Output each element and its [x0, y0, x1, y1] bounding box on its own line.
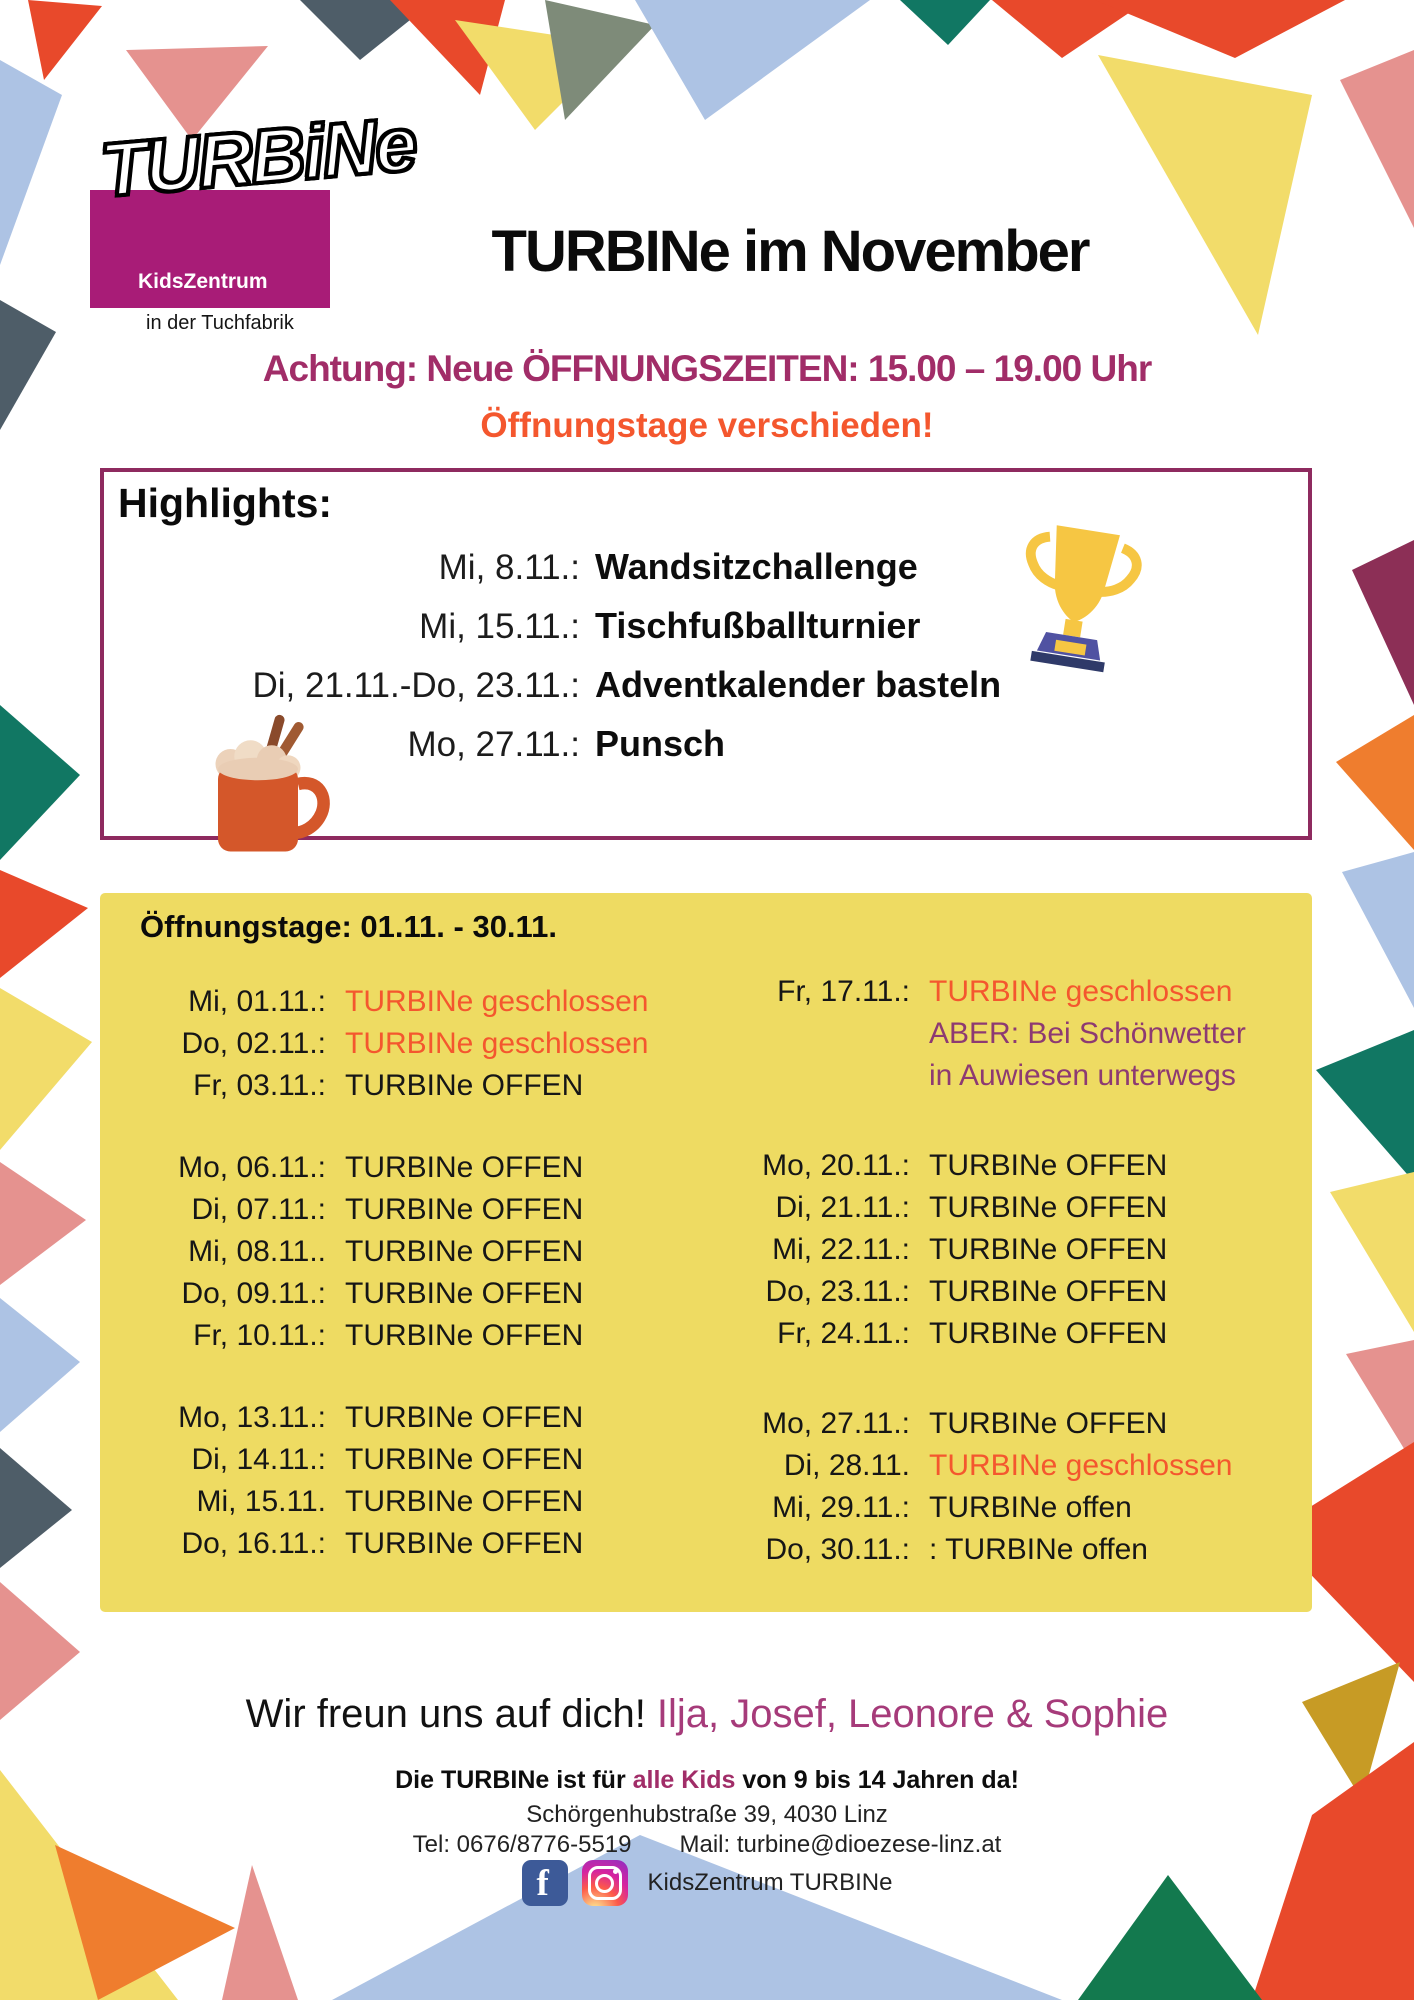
tagline-highlight: alle Kids	[632, 1766, 736, 1794]
highlight-row	[122, 664, 1082, 706]
highlight-event: Wandsitzchallenge	[595, 546, 918, 587]
schedule-status-text: TURBINe geschlossen	[929, 1449, 1233, 1482]
schedule-date: Mo, 27.11.:	[762, 1407, 910, 1440]
highlight-date: Mi, 15.11.:	[419, 607, 580, 646]
schedule-status	[345, 1189, 583, 1231]
schedule-row	[740, 971, 1300, 1097]
schedule-date: Fr, 24.11.:	[777, 1317, 910, 1350]
schedule-status	[929, 1313, 1167, 1355]
schedule-status	[345, 981, 648, 1023]
logo-kidszentrum-label: KidsZentrum	[138, 270, 268, 293]
schedule-date: Fr, 17.11.:	[777, 975, 910, 1008]
highlight-date: Mi, 8.11.:	[438, 548, 580, 587]
schedule-row	[140, 1023, 710, 1065]
schedule-row	[740, 1487, 1300, 1529]
closing-text: Wir freun uns auf dich!	[245, 1692, 646, 1736]
schedule-status	[929, 1187, 1167, 1229]
schedule-status-text: TURBINe OFFEN	[929, 1233, 1168, 1266]
schedule-status-text: TURBINe geschlossen	[345, 1027, 649, 1060]
highlight-date: Di, 21.11.-Do, 23.11.:	[252, 666, 580, 705]
schedule-row	[140, 1273, 710, 1315]
schedule-note: ABER: Bei Schönwetter	[929, 1017, 1246, 1050]
schedule-status-text: : TURBINe offen	[929, 1533, 1148, 1566]
schedule-status	[345, 1397, 583, 1439]
schedule-date: Do, 30.11.:	[765, 1533, 910, 1566]
trophy-icon	[1012, 522, 1142, 682]
schedule-status	[345, 1315, 583, 1357]
schedule-date: Mo, 13.11.:	[178, 1401, 326, 1434]
schedule-status-text: TURBINe OFFEN	[345, 1069, 584, 1102]
schedule-date: Di, 07.11.:	[191, 1193, 326, 1226]
schedule-status-text: TURBINe OFFEN	[345, 1527, 584, 1560]
schedule-status-text: TURBINe OFFEN	[345, 1319, 584, 1352]
instagram-icon	[582, 1860, 628, 1906]
schedule-status-text: TURBINe geschlossen	[929, 975, 1233, 1008]
social-handle: KidsZentrum TURBINe	[647, 1869, 893, 1896]
schedule-status-text: TURBINe offen	[929, 1491, 1132, 1524]
instagram-flash-dot	[613, 1869, 618, 1874]
schedule-status	[929, 1529, 1148, 1571]
schedule-row	[740, 1229, 1300, 1271]
schedule-status-text: TURBINe OFFEN	[345, 1401, 584, 1434]
highlights-heading: Highlights:	[118, 480, 333, 526]
schedule-row	[740, 1403, 1300, 1445]
punch-mug-icon	[192, 714, 344, 864]
highlight-event: Adventkalender basteln	[595, 664, 1002, 705]
schedule-status	[345, 1523, 583, 1565]
schedule-row	[740, 1271, 1300, 1313]
opening-hours-notice: Achtung: Neue ÖFFNUNGSZEITEN: 15.00 – 19.00 Uhr	[262, 348, 1152, 389]
highlight-event: Tischfußballturnier	[595, 605, 921, 646]
schedule-date: Mo, 20.11.:	[762, 1149, 910, 1182]
schedule-date: Do, 09.11.:	[181, 1277, 326, 1310]
schedule-status-text: TURBINe OFFEN	[345, 1485, 584, 1518]
schedule-status	[345, 1273, 583, 1315]
schedule-row	[140, 1439, 710, 1481]
schedule-status-text: TURBINe OFFEN	[929, 1407, 1168, 1440]
schedule-date: Do, 02.11.:	[181, 1027, 326, 1060]
schedule-row	[740, 1313, 1300, 1355]
schedule-status-text: TURBINe OFFEN	[345, 1193, 584, 1226]
schedule-status	[929, 1445, 1232, 1487]
highlight-row	[122, 546, 1082, 588]
footer-tagline	[0, 1766, 1414, 1795]
logo-location-label: in der Tuchfabrik	[146, 312, 294, 334]
footer-social-row	[0, 1860, 1414, 1906]
schedule-status	[345, 1481, 583, 1523]
schedule-row	[140, 1147, 710, 1189]
schedule-status-text: TURBINe OFFEN	[929, 1317, 1168, 1350]
schedule-row	[140, 1315, 710, 1357]
schedule-status-text: TURBINe geschlossen	[345, 985, 649, 1018]
highlights-box	[100, 468, 1312, 840]
schedule-status	[345, 1065, 583, 1107]
highlight-row	[122, 605, 1082, 647]
schedule-row	[140, 1189, 710, 1231]
schedule-status	[345, 1231, 583, 1273]
schedule-note: in Auwiesen unterwegs	[929, 1059, 1236, 1092]
schedule-row	[140, 981, 710, 1023]
footer-address: Schörgenhubstraße 39, 4030 Linz	[526, 1801, 888, 1828]
highlight-event: Punsch	[595, 723, 726, 764]
schedule-status-text: TURBINe OFFEN	[929, 1275, 1168, 1308]
schedule-status-text: TURBINe OFFEN	[345, 1443, 584, 1476]
schedule-date: Mi, 29.11.:	[772, 1491, 910, 1524]
schedule-status	[929, 971, 1246, 1097]
closing-line	[0, 1692, 1414, 1737]
schedule-row	[740, 1445, 1300, 1487]
schedule-row	[140, 1481, 710, 1523]
opening-days-notice: Öffnungstage verschieden!	[480, 406, 934, 445]
facebook-icon	[522, 1860, 568, 1906]
schedule-date: Di, 21.11.:	[775, 1191, 910, 1224]
schedule-row	[740, 1529, 1300, 1571]
schedule-date: Di, 14.11.:	[191, 1443, 326, 1476]
tagline-suffix: von 9 bis 14 Jahren da!	[735, 1766, 1019, 1794]
closing-names: Ilja, Josef, Leonore & Sophie	[656, 1692, 1169, 1736]
schedule-date: Mi, 08.11..	[188, 1235, 326, 1268]
schedule-status-text: TURBINe OFFEN	[345, 1235, 584, 1268]
schedule-status-text: TURBINe OFFEN	[345, 1277, 584, 1310]
tagline-prefix: Die TURBINe ist für	[395, 1766, 633, 1794]
schedule-heading: Öffnungstage: 01.11. - 30.11.	[140, 909, 557, 944]
schedule-date: Do, 16.11.:	[181, 1527, 326, 1560]
schedule-row	[140, 1397, 710, 1439]
schedule-date: Fr, 03.11.:	[193, 1069, 326, 1102]
schedule-row	[140, 1523, 710, 1565]
schedule-box	[100, 893, 1312, 1612]
highlight-date: Mo, 27.11.:	[407, 725, 580, 764]
schedule-date: Mi, 01.11.:	[188, 985, 326, 1018]
schedule-column-right	[740, 971, 1300, 1571]
schedule-status-text: TURBINe OFFEN	[929, 1191, 1168, 1224]
schedule-date: Di, 28.11.	[783, 1449, 910, 1482]
schedule-row	[740, 1145, 1300, 1187]
schedule-status-text: TURBINe OFFEN	[929, 1149, 1168, 1182]
footer-contact	[0, 1831, 1414, 1859]
schedule-status	[345, 1439, 583, 1481]
schedule-status	[929, 1145, 1167, 1187]
footer-mail: Mail: turbine@dioezese-linz.at	[679, 1831, 1002, 1858]
schedule-row	[140, 1231, 710, 1273]
schedule-status	[929, 1403, 1167, 1445]
schedule-status	[929, 1229, 1167, 1271]
footer-phone: Tel: 0676/8776-5519	[412, 1831, 632, 1858]
schedule-date: Mi, 15.11.	[196, 1485, 326, 1518]
schedule-date: Fr, 10.11.:	[193, 1319, 326, 1352]
logo-graffiti-text: TURBiNe	[97, 101, 419, 214]
schedule-status	[929, 1271, 1167, 1313]
schedule-row	[740, 1187, 1300, 1229]
schedule-status	[345, 1147, 583, 1189]
schedule-date: Mi, 22.11.:	[772, 1233, 910, 1266]
schedule-column-left	[140, 981, 710, 1565]
schedule-status	[345, 1023, 648, 1065]
schedule-date: Mo, 06.11.:	[178, 1151, 326, 1184]
schedule-row	[140, 1065, 710, 1107]
page-title: TURBINe im November	[491, 219, 1089, 284]
schedule-status	[929, 1487, 1132, 1529]
schedule-status-text: TURBINe OFFEN	[345, 1151, 584, 1184]
schedule-date: Do, 23.11.:	[765, 1275, 910, 1308]
